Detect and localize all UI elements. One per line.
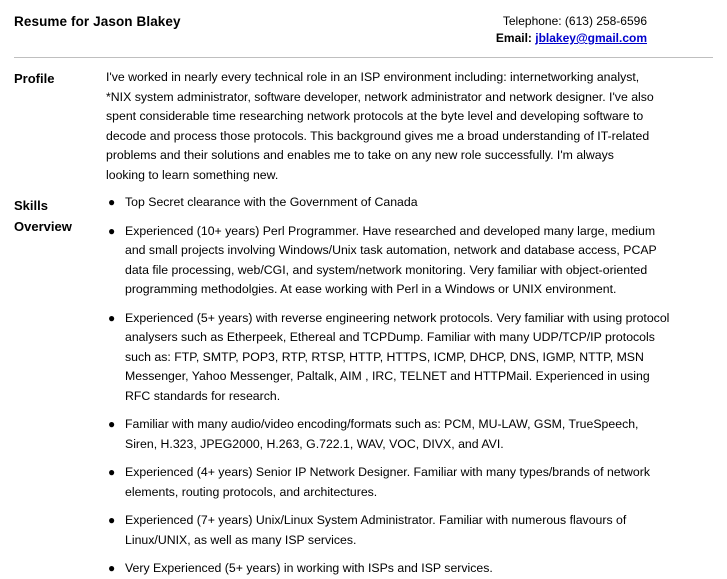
list-item — [106, 415, 670, 454]
section-skills-overview — [0, 185, 727, 579]
list-item-text: Experienced (5+ years) with reverse engineering network protocols. Very familiar with using protocol analysers such as Etherpeek, Ethereal and TCPDump. Familiar with many UDP/TCP/IP protocols such as: FTP, SMTP, POP3, RTP, RTSP, HTTP, HTTPS, ICMP, DHCP, DNS, IGMP, NTTP, MSN Messenger, Yahoo Messenger, Paltalk, AIM , IRC, TELNET and HTTPMail. Experienced in using RFC standards for research. — [125, 310, 670, 403]
bullet-dot-icon: ● — [108, 465, 116, 479]
list-item-text: Top Secret clearance with the Government of Canada — [125, 195, 418, 209]
list-item-text: Very Experienced (5+ years) in working with ISPs and ISP services. — [125, 561, 493, 575]
contact-block — [496, 13, 647, 47]
skills-bullet-list — [106, 193, 713, 579]
email-label: Email: — [495, 31, 532, 45]
document-header — [0, 0, 727, 47]
email-line — [496, 30, 647, 47]
list-item — [106, 511, 670, 550]
bullet-dot-icon: ● — [108, 223, 116, 238]
list-item-text: Experienced (4+ years) Senior IP Network Designer. Familiar with many types/brands of network elements, routing protocols, and architectures. — [125, 465, 651, 499]
bullet-dot-icon: ● — [108, 195, 116, 209]
list-item-text: Familiar with many audio/video encoding/formats such as: PCM, MU-LAW, GSM, TrueSpeech, Siren, H.323, JPEG2000, H.263, G.722.1, WAV, VOC, DIVX, and AVI. — [125, 417, 639, 451]
page-title: Resume for Jason Blakey — [14, 14, 181, 29]
list-item — [106, 222, 670, 300]
list-item-text: Experienced (10+ years) Perl Programmer. Have researched and developed many large, medium and small projects involving Windows/Unix task automation, network and database access, PCAP data file processing, web/CGI, and system/network monitoring. Very familiar with object-oriented programming methodolgies. At ease working with Perl in a Windows or UNIX environment. — [125, 223, 657, 296]
list-item — [106, 463, 670, 502]
section-body-skills-overview — [106, 185, 713, 579]
section-label-profile — [14, 58, 106, 89]
list-item — [106, 193, 670, 213]
bullet-dot-icon: ● — [108, 310, 116, 325]
section-label-line: Profile — [14, 71, 55, 86]
bullet-dot-icon: ● — [108, 513, 116, 527]
profile-paragraph: I've worked in nearly every technical role in an ISP environment including: internetworking analyst, *NIX system administrator, software developer, network administrator and network designer. I've also spent considerable time researching network protocols at the byte level and developing software to decode and process those protocols. This background gives me a broad understanding of IT-related problems and their solutions and enables me to take on any new role successfully. I'm always looking to learn something new. — [106, 70, 654, 182]
email-link[interactable]: jblakey@gmail.com — [535, 31, 647, 45]
list-item — [106, 309, 670, 407]
list-item — [106, 559, 670, 579]
section-profile — [0, 58, 727, 185]
section-label-line: Overview — [14, 219, 72, 234]
telephone-line: Telephone: (613) 258-6596 — [502, 14, 647, 28]
section-label-skills-overview — [14, 185, 106, 237]
bullet-dot-icon: ● — [108, 417, 116, 431]
section-body-profile — [106, 58, 713, 185]
section-label-line: Skills — [14, 198, 48, 213]
list-item-text: Experienced (7+ years) Unix/Linux System Administrator. Familiar with numerous flavours of Linux/UNIX, as well as many ISP services. — [125, 513, 627, 547]
bullet-dot-icon: ● — [108, 561, 116, 575]
